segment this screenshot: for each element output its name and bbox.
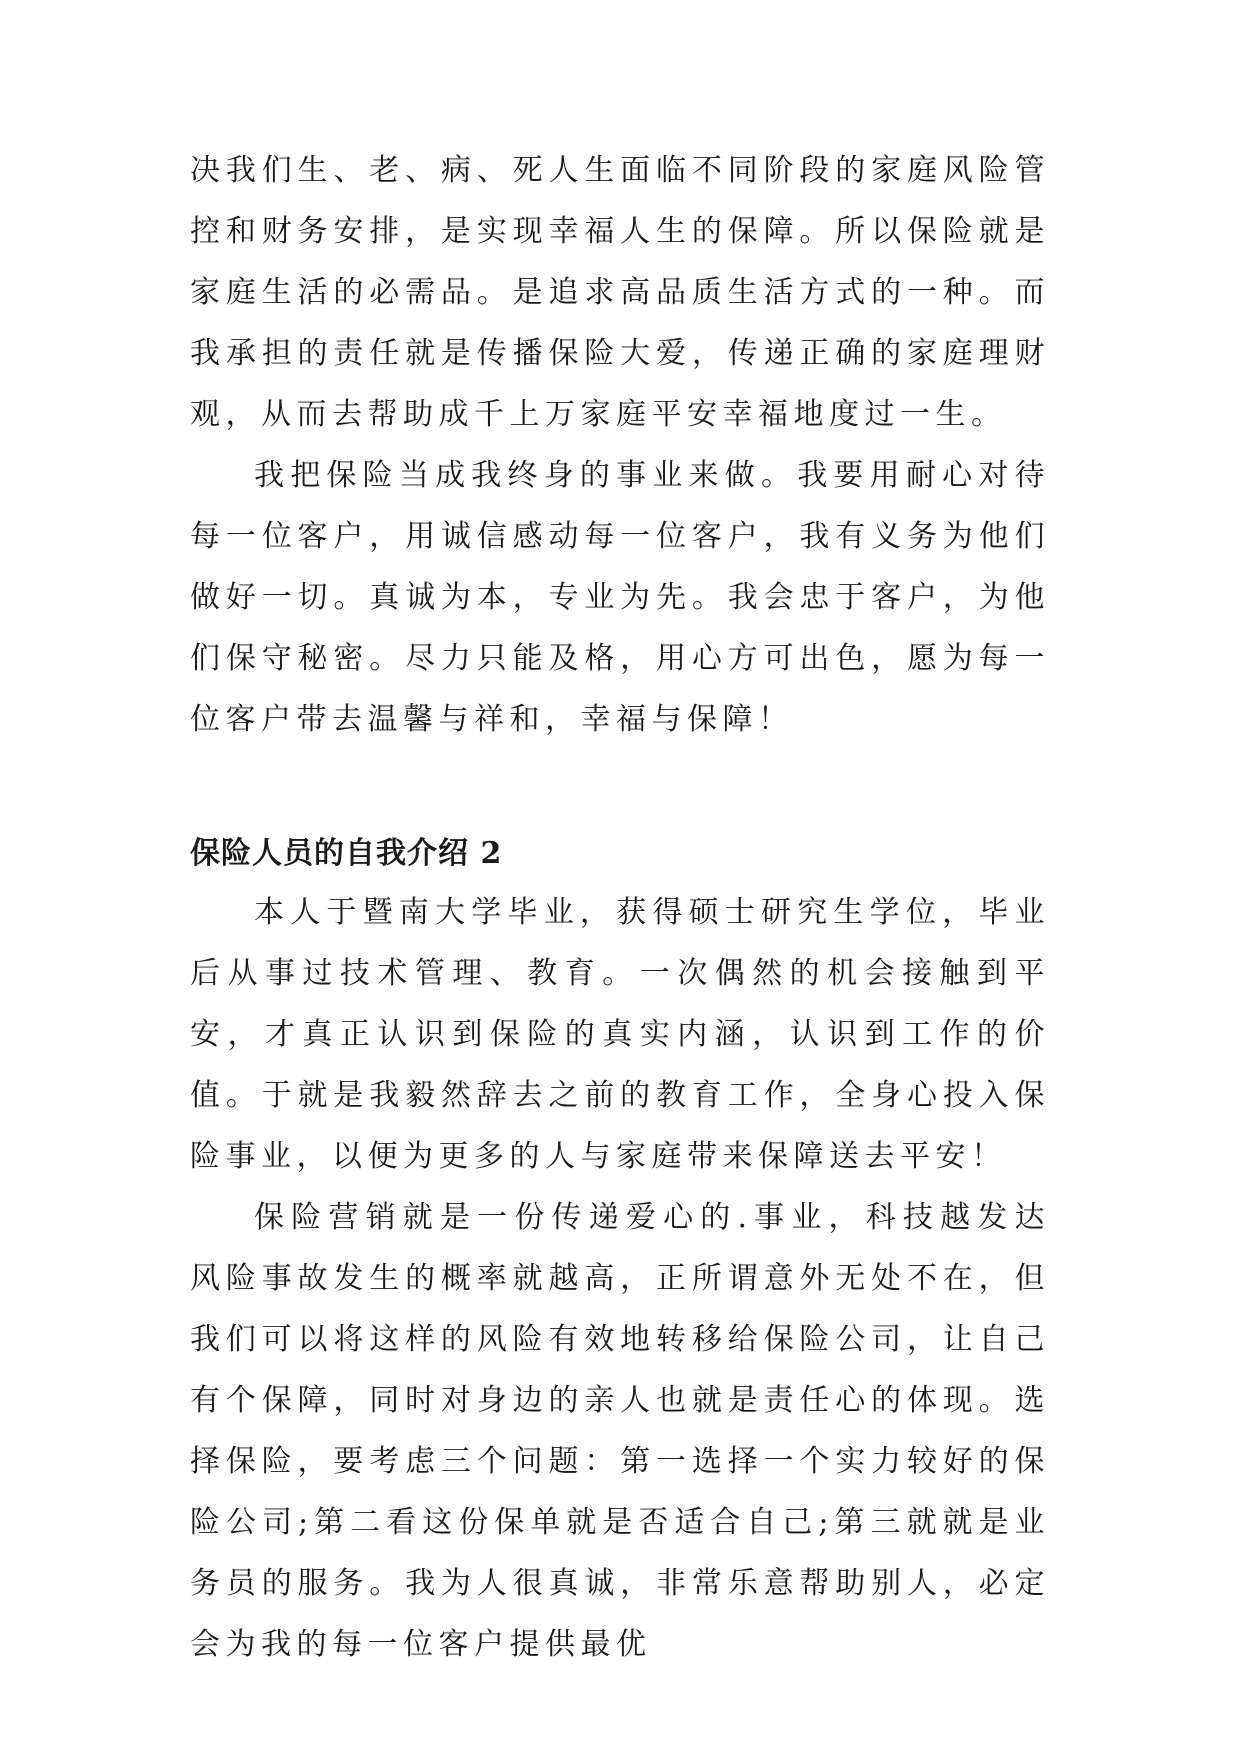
body-paragraph: 决我们生、老、病、死人生面临不同阶段的家庭风险管控和财务安排，是实现幸福人生的保障。所以保险就是家庭生活的必需品。是追求高品质生活方式的一种。而我承担的责任就是传播保险大爱，传递正确的家庭理财观，从而去帮助成千上万家庭平安幸福地度过一生。	[190, 153, 1050, 432]
body-paragraph: 本人于暨南大学毕业，获得硕士研究生学位，毕业后从事过技术管理、教育。一次偶然的机会接触到平安，才真正认识到保险的真实内涵，认识到工作的价值。于就是我毅然辞去之前的教育工作，全身心投入保险事业，以便为更多的人与家庭带来保障送去平安！	[190, 895, 1050, 1174]
body-paragraph: 我把保险当成我终身的事业来做。我要用耐心对待每一位客户，用诚信感动每一位客户，我有义务为他们做好一切。真诚为本，专业为先。我会忠于客户，为他们保守秘密。尽力只能及格，用心方可出色，愿为每一位客户带去温馨与祥和，幸福与保障！	[190, 458, 1050, 737]
body-paragraph: 保险营销就是一份传递爱心的.事业，科技越发达风险事故发生的概率就越高，正所谓意外无处不在，但我们可以将这样的风险有效地转移给保险公司，让自己有个保障，同时对身边的亲人也就是责任心的体现。选择保险，要考虑三个问题：第一选择一个实力较好的保险公司;第二看这份保单就是否适合自己;第三就就是业务员的服务。我为人很真诚，非常乐意帮助别人，必定会为我的每一位客户提供最优	[190, 1200, 1050, 1662]
document-page	[190, 140, 1050, 1675]
section-heading: 保险人员的自我介绍 2	[190, 836, 503, 871]
